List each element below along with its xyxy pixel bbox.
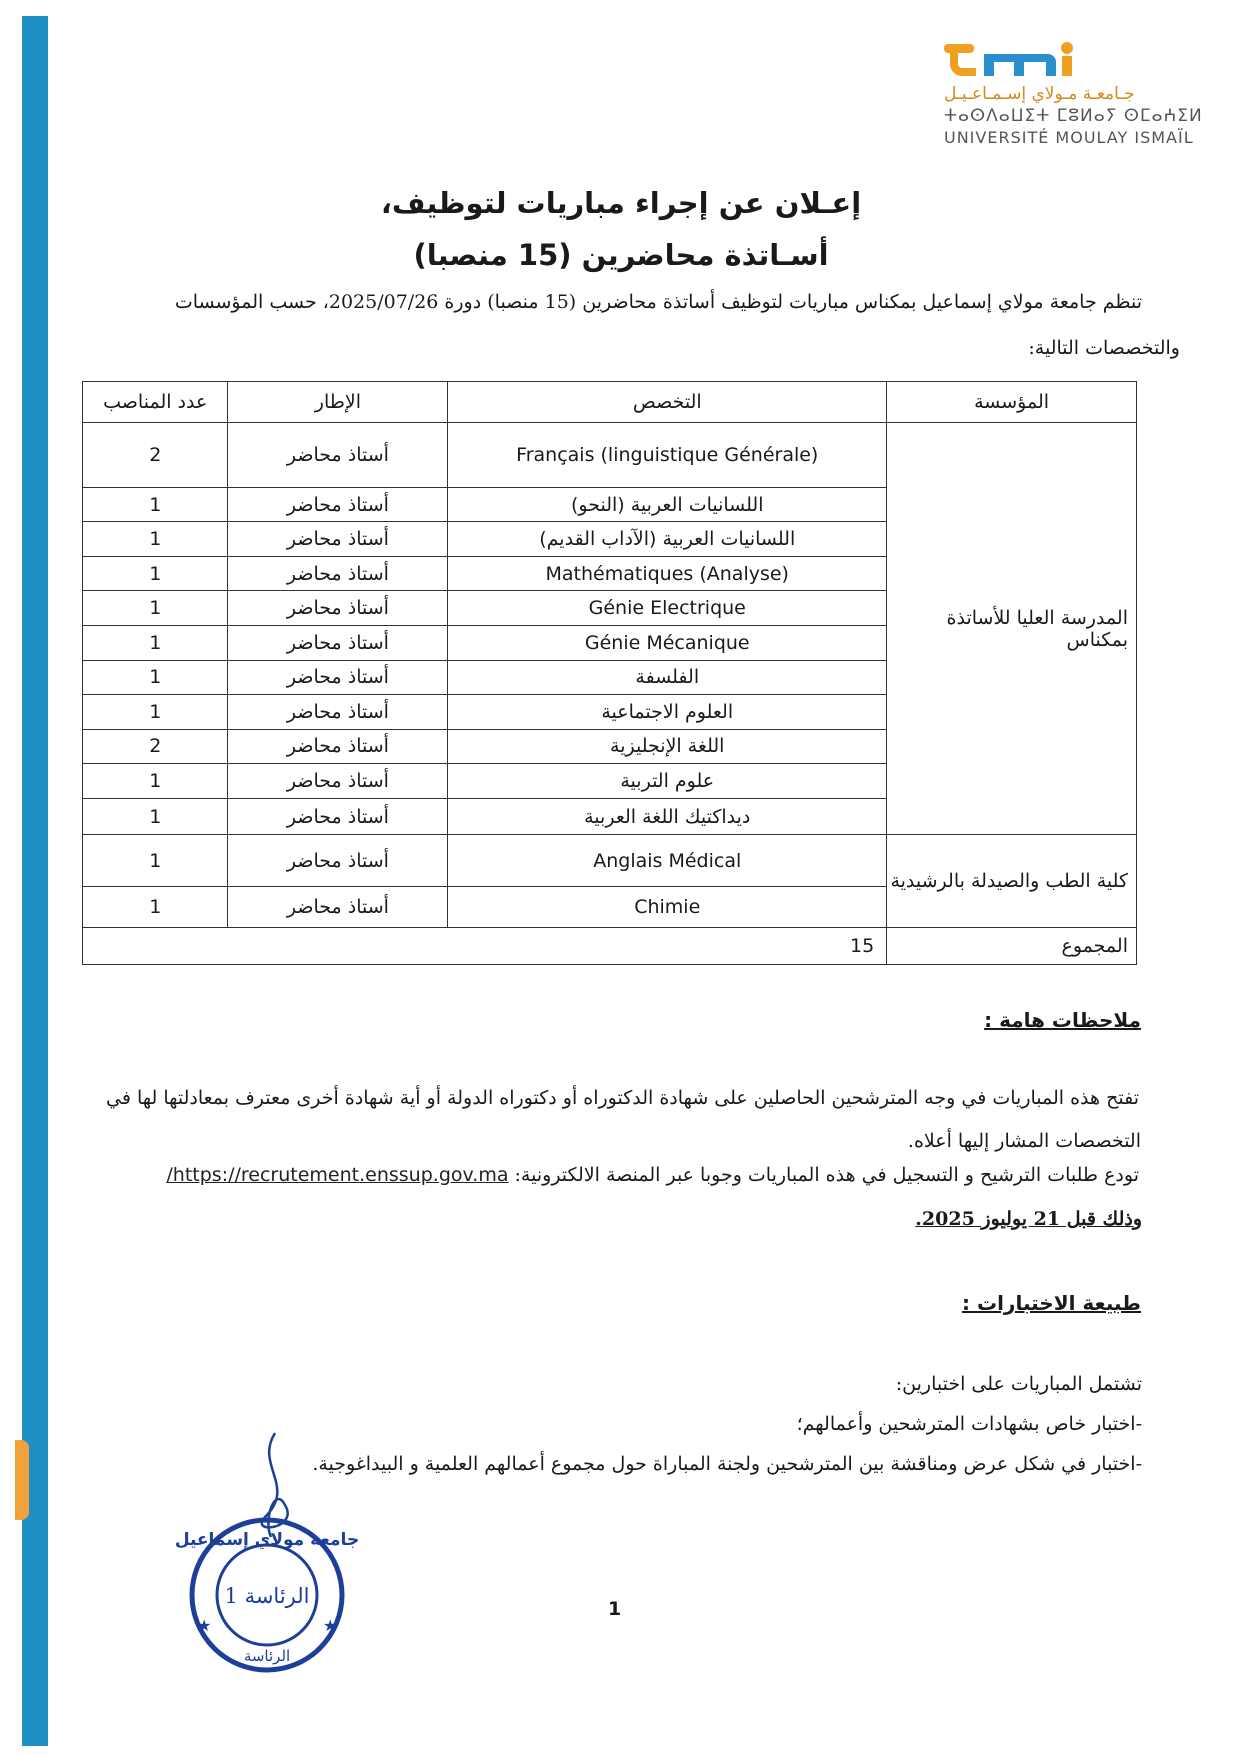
page-number: 1 [608,1598,622,1620]
header-institution: المؤسسة [887,382,1137,423]
official-stamp [175,1425,375,1675]
frame-cell: أستاذ محاضر [228,798,448,835]
notes-paragraph-line1: تفتح هذه المباريات في وجه المترشحين الحاصلين على شهادة الدكتوراه أو دكتوراه الدولة أو أية شهادة أخرى معترف بمعادلتها لها في [105,1087,1139,1109]
specialty-cell: علوم التربية [448,764,887,799]
total-label-cell: المجموع [887,928,1137,965]
recruitment-platform-link[interactable]: https://recrutement.enssup.gov.ma/ [166,1164,509,1186]
intro-paragraph-line1: تنظم جامعة مولاي إسماعيل بمكناس مباريات لتوظيف أساتذة محاضرين (15 منصبا) دورة 2025/07/26، حسب المؤسسات [174,291,1142,313]
header-posts: عدد المناصب [83,382,228,423]
table-total-row [83,928,1137,965]
notes-heading: ملاحظات هامة : [984,1008,1141,1032]
posts-cell: 1 [83,695,228,730]
exam-item-2: -اختبار في شكل عرض ومناقشة بين المترشحين ولجنة المباراة حول مجموع أعمالهم العلمية و البيداغوجية. [312,1453,1142,1475]
specialty-cell: Anglais Médical [448,835,887,887]
posts-cell: 1 [83,556,228,591]
posts-cell: 1 [83,522,228,557]
posts-cell: 1 [83,887,228,928]
logo-tifinagh-name: ⵜⴰⵙⴷⴰⵡⵉⵜ ⵎⵓⵍⴰⵢ ⵙⵎⴰⵄⵉⵍ [944,106,1203,126]
table-header-row [83,382,1137,423]
positions-table [82,381,1137,965]
exams-heading: طبيعة الاختبارات : [962,1291,1141,1315]
frame-cell: أستاذ محاضر [228,660,448,695]
frame-cell: أستاذ محاضر [228,522,448,557]
table-row [83,423,1137,488]
exam-item-1: -اختبار خاص بشهادات المترشحين وأعمالهم؛ [796,1413,1142,1435]
notes-paragraph-line2: التخصصات المشار إليها أعلاه. [907,1130,1141,1152]
header-specialty: التخصص [448,382,887,423]
specialty-cell: Génie Mécanique [448,625,887,660]
frame-cell: أستاذ محاضر [228,423,448,488]
stamp-bottom-text: الرئاسة [243,1647,291,1665]
frame-cell: أستاذ محاضر [228,487,448,522]
frame-cell: أستاذ محاضر [228,729,448,764]
announcement-subtitle: أسـاتذة محاضرين (15 منصبا) [413,238,829,272]
frame-cell: أستاذ محاضر [228,556,448,591]
star-icon: ★ [197,1616,212,1635]
frame-cell: أستاذ محاضر [228,835,448,887]
posts-cell: 2 [83,729,228,764]
university-logo [944,42,1203,152]
submission-text: تودع طلبات الترشيح و التسجيل في هذه المباريات وجوبا عبر المنصة الالكترونية: [514,1164,1139,1186]
deadline-text: وذلك قبل 21 يوليوز 2025. [915,1208,1142,1230]
frame-cell: أستاذ محاضر [228,764,448,799]
posts-cell: 1 [83,625,228,660]
left-orange-accent [15,1440,29,1520]
specialty-cell: اللغة الإنجليزية [448,729,887,764]
exams-intro: تشتمل المباريات على اختبارين: [895,1373,1142,1395]
frame-cell: أستاذ محاضر [228,887,448,928]
posts-cell: 1 [83,764,228,799]
frame-cell: أستاذ محاضر [228,625,448,660]
star-icon: ★ [323,1616,338,1635]
frame-cell: أستاذ محاضر [228,695,448,730]
specialty-cell: Chimie [448,887,887,928]
frame-cell: أستاذ محاضر [228,591,448,626]
announcement-title: إعـلان عن إجراء مباريات لتوظيف، [380,186,862,220]
posts-cell: 1 [83,487,228,522]
specialty-cell: الفلسفة [448,660,887,695]
header-frame: الإطار [228,382,448,423]
specialty-cell: Génie Electrique [448,591,887,626]
submission-paragraph [166,1164,1139,1187]
total-value-cell: 15 [83,928,887,965]
specialty-cell: اللسانيات العربية (النحو) [448,487,887,522]
logo-french-name: UNIVERSITÉ MOULAY ISMAÏL [944,128,1194,147]
posts-cell: 1 [83,591,228,626]
institution-cell: كلية الطب والصيدلة بالرشيدية [887,835,1137,928]
intro-paragraph-line2: والتخصصات التالية: [1028,337,1180,359]
specialty-cell: ديداكتيك اللغة العربية [448,798,887,835]
posts-cell: 1 [83,660,228,695]
institution-cell: المدرسة العليا للأساتذة بمكناس [887,423,1137,835]
stamp-ring-text: جامعة مولاي إسماعيل [175,1530,360,1550]
stamp-center-text: الرئاسة 1 [224,1584,310,1608]
specialty-cell: اللسانيات العربية (الآداب القديم) [448,522,887,557]
posts-cell: 1 [83,798,228,835]
posts-cell: 1 [83,835,228,887]
table-row [83,835,1137,887]
specialty-cell: Français (linguistique Générale) [448,423,887,488]
posts-cell: 2 [83,423,228,488]
logo-arabic-name: جـامعـة مـولاي إسـمـاعـيـل [944,84,1135,104]
specialty-cell: العلوم الاجتماعية [448,695,887,730]
specialty-cell: Mathématiques (Analyse) [448,556,887,591]
umi-logo-mark [944,42,1104,82]
